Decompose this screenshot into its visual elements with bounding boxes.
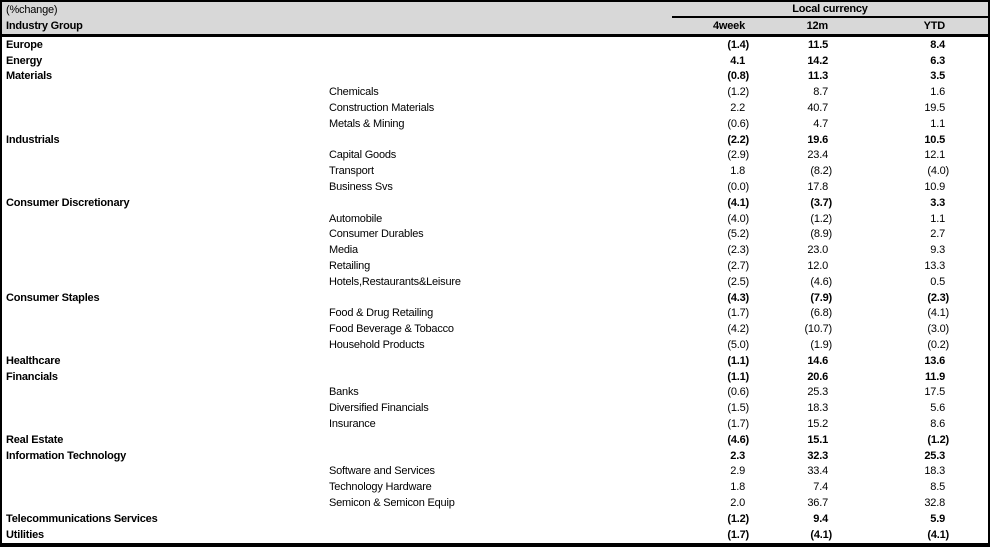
value-ytd [871,276,988,288]
value-12m [777,465,871,477]
column-header-4week: 4week [712,20,745,32]
table-row [2,369,988,385]
table-row [2,132,988,148]
value-text: 4.1 [730,54,745,67]
value-12m [777,339,871,351]
value-text: 20.6 [807,370,828,383]
value-text: 1.1 [930,212,945,225]
value-text: 2.9 [730,465,745,478]
table-row [2,258,988,274]
value-text: (1.1) [727,370,749,383]
value-4week [672,86,777,98]
value-text: 2.7 [930,228,945,241]
table-row [2,84,988,100]
industry-label: Technology Hardware [329,481,432,494]
industry-group-header: Industry Group [6,20,83,32]
industry-label: Business Svs [329,181,393,194]
value-12m [777,292,871,304]
value-text: (2.3) [927,291,949,304]
value-12m [777,355,871,367]
value-ytd [871,181,988,193]
value-12m [777,307,871,319]
table-header [2,2,988,37]
table-row [2,163,988,179]
value-ytd [871,39,988,51]
table-row [2,400,988,416]
industry-label: Banks [329,386,359,399]
value-4week [672,213,777,225]
value-12m [777,70,871,82]
value-text: 15.2 [807,418,828,431]
value-ytd [871,418,988,430]
value-text: (0.0) [727,181,749,194]
table-row [2,274,988,290]
value-text: 8.4 [930,38,945,51]
value-ytd [871,102,988,114]
value-4week [672,402,777,414]
value-12m [777,165,871,177]
industry-label: Semicon & Semicon Equip [329,497,455,509]
industry-label: Insurance [329,418,376,431]
value-text: 3.3 [930,196,945,209]
value-12m [777,418,871,430]
value-ytd [871,244,988,256]
value-12m [777,86,871,98]
value-12m [777,402,871,414]
value-text: 1.8 [730,481,745,494]
value-4week [672,197,777,209]
value-text: (10.7) [804,323,832,336]
value-ytd [871,355,988,367]
value-12m [777,55,871,67]
table-row [2,527,988,543]
value-ytd [871,339,988,351]
value-12m [777,260,871,272]
value-text: 7.4 [813,481,828,494]
table-row [2,337,988,353]
table-row [2,306,988,322]
value-4week [672,355,777,367]
value-text: 8.6 [930,418,945,431]
value-4week [672,244,777,256]
value-text: (1.5) [727,402,749,415]
value-text: 11.9 [924,370,945,383]
value-ytd [871,149,988,161]
value-text: (2.2) [727,133,749,146]
industry-label: Financials [6,370,58,383]
value-4week [672,276,777,288]
local-currency-group [672,2,988,18]
table-row [2,100,988,116]
value-text: 11.3 [807,70,828,83]
value-text: (4.3) [727,291,749,304]
industry-label: Food & Drug Retailing [329,307,434,320]
value-text: 19.5 [924,102,945,115]
value-text: (1.4) [727,38,749,51]
value-4week [672,307,777,319]
value-12m [777,39,871,51]
value-ytd [871,434,988,446]
value-text: (1.2) [927,433,949,446]
value-ytd [871,134,988,146]
value-12m [777,197,871,209]
table-row [2,148,988,164]
table-row [2,69,988,85]
value-ytd [871,402,988,414]
value-text: (2.7) [727,260,749,273]
value-text: 32.8 [924,497,945,509]
percent-change-label: (%change) [6,4,58,16]
value-4week [672,134,777,146]
value-text: 17.8 [807,181,828,194]
local-currency-label: Local currency [792,3,868,15]
value-text: (4.2) [727,323,749,336]
value-text: (4.1) [927,307,949,320]
value-text: (4.1) [810,528,832,541]
value-ytd [871,371,988,383]
value-4week [672,434,777,446]
value-text: 2.0 [730,497,745,509]
value-4week [672,513,777,525]
value-text: 9.3 [930,244,945,257]
value-text: (0.2) [927,339,949,352]
industry-label: Metals & Mining [329,117,405,130]
table-row [2,290,988,306]
value-12m [777,386,871,398]
table-row [2,448,988,464]
industry-label: Energy [6,54,43,67]
industry-label: Household Products [329,339,425,352]
value-text: (7.9) [810,291,832,304]
value-ytd [871,497,988,509]
value-12m [777,434,871,446]
value-text: (2.5) [727,275,749,288]
value-12m [777,228,871,240]
value-12m [777,244,871,256]
value-text: 33.4 [807,465,828,478]
value-12m [777,276,871,288]
value-4week [672,165,777,177]
industry-label: Media [329,244,358,257]
industry-label: Consumer Durables [329,228,424,241]
value-text: 1.1 [930,117,945,130]
table-row [2,416,988,432]
value-text: 15.1 [807,433,828,446]
value-ytd [871,86,988,98]
value-12m [777,371,871,383]
value-text: 25.3 [807,386,828,399]
value-12m [777,450,871,462]
value-4week [672,102,777,114]
table-row [2,464,988,480]
value-text: 6.3 [930,54,945,67]
value-4week [672,465,777,477]
industry-label: Retailing [329,260,371,273]
value-4week [672,386,777,398]
value-4week [672,497,777,509]
value-4week [672,292,777,304]
value-12m [777,102,871,114]
value-text: (1.7) [727,528,749,541]
value-ytd [871,70,988,82]
industry-label: Hotels,Restaurants&Leisure [329,275,461,288]
value-text: 10.5 [924,133,945,146]
table-row [2,353,988,369]
value-text: (1.7) [727,418,749,431]
value-text: (1.2) [727,86,749,99]
value-4week [672,339,777,351]
value-text: (1.7) [727,307,749,320]
column-header-12m: 12m [806,20,828,32]
value-4week [672,260,777,272]
value-ytd [871,55,988,67]
value-ytd [871,450,988,462]
industry-label: Automobile [329,212,383,225]
value-text: 18.3 [924,465,945,478]
value-text: 19.6 [807,133,828,146]
value-text: 9.4 [813,512,828,525]
value-4week [672,481,777,493]
value-text: 2.3 [730,449,745,462]
table-row [2,37,988,53]
value-ytd [871,465,988,477]
value-text: (3.7) [810,196,832,209]
value-text: 1.8 [730,165,745,178]
value-text: 11.5 [807,38,828,51]
industry-label: Utilities [6,528,44,541]
value-ytd [871,213,988,225]
value-12m [777,118,871,130]
value-text: (4.1) [927,528,949,541]
value-4week [672,118,777,130]
value-4week [672,149,777,161]
value-text: 23.4 [807,149,828,162]
table-row [2,227,988,243]
value-4week [672,323,777,335]
value-text: (8.2) [810,165,832,178]
table-row [2,321,988,337]
value-text: (5.2) [727,228,749,241]
industry-label: Telecommunications Services [6,512,158,525]
value-text: (0.6) [727,117,749,130]
value-ytd [871,118,988,130]
value-text: (1.2) [810,212,832,225]
value-text: 17.5 [924,386,945,399]
value-text: 36.7 [807,497,828,509]
value-text: (8.9) [810,228,832,241]
header-row-2 [2,18,988,34]
value-text: 10.9 [924,181,945,194]
table-row [2,242,988,258]
value-12m [777,213,871,225]
value-4week [672,450,777,462]
value-text: 5.6 [930,402,945,415]
value-ytd [871,292,988,304]
value-ytd [871,323,988,335]
value-12m [777,149,871,161]
value-4week [672,39,777,51]
value-text: 40.7 [807,102,828,115]
industry-label: Consumer Staples [6,291,100,304]
table-row [2,432,988,448]
value-text: 14.2 [807,54,828,67]
value-4week [672,418,777,430]
value-ytd [871,260,988,272]
value-text: 8.5 [930,481,945,494]
value-12m [777,134,871,146]
industry-label: Chemicals [329,86,379,99]
value-ytd [871,386,988,398]
industry-label: Healthcare [6,354,61,367]
value-text: 12.1 [924,149,945,162]
value-12m [777,323,871,335]
value-4week [672,70,777,82]
industry-label: Software and Services [329,465,435,478]
industry-label: Real Estate [6,433,64,446]
value-text: (4.0) [927,165,949,178]
industry-label: Information Technology [6,449,127,462]
value-text: (1.2) [727,512,749,525]
value-4week [672,228,777,240]
value-text: (1.9) [810,339,832,352]
value-12m [777,181,871,193]
value-text: 23.0 [807,244,828,257]
table-row [2,179,988,195]
value-text: 13.6 [924,354,945,367]
industry-label: Europe [6,38,43,51]
value-text: (2.3) [727,244,749,257]
value-4week [672,181,777,193]
value-text: 32.3 [807,449,828,462]
value-text: 5.9 [930,512,945,525]
industry-label: Industrials [6,133,60,146]
value-text: 14.6 [807,354,828,367]
value-ytd [871,228,988,240]
table-row [2,211,988,227]
industry-label: Capital Goods [329,149,397,162]
value-12m [777,513,871,525]
table-row [2,53,988,69]
value-text: (3.0) [927,323,949,336]
industry-label: Transport [329,165,374,178]
table-body [2,37,988,543]
value-text: (0.6) [727,386,749,399]
value-text: (4.6) [727,433,749,446]
value-text: 4.7 [813,117,828,130]
value-ytd [871,513,988,525]
value-text: 0.5 [930,275,945,288]
value-ytd [871,529,988,541]
value-text: 3.5 [930,70,945,83]
industry-label: Construction Materials [329,102,435,115]
table-row [2,385,988,401]
industry-label: Food Beverage & Tobacco [329,323,454,336]
value-text: 18.3 [807,402,828,415]
value-ytd [871,197,988,209]
value-4week [672,55,777,67]
value-text: (2.9) [727,149,749,162]
value-text: 12.0 [807,260,828,273]
industry-label: Consumer Discretionary [6,196,130,209]
table-row [2,511,988,527]
value-12m [777,481,871,493]
value-text: 25.3 [924,449,945,462]
value-text: (4.0) [727,212,749,225]
table-row [2,195,988,211]
value-ytd [871,165,988,177]
value-text: (4.6) [810,275,832,288]
value-4week [672,529,777,541]
value-text: (5.0) [727,339,749,352]
value-text: (0.8) [727,70,749,83]
column-header-ytd: YTD [923,20,945,32]
value-text: 8.7 [813,86,828,99]
value-12m [777,529,871,541]
value-4week [672,371,777,383]
value-text: (1.1) [727,354,749,367]
value-text: 2.2 [730,102,745,115]
value-text: (4.1) [727,196,749,209]
table-row [2,495,988,511]
header-row-1 [2,2,988,18]
value-text: 13.3 [924,260,945,273]
industry-label: Materials [6,70,52,83]
value-text: (6.8) [810,307,832,320]
table-row [2,479,988,495]
value-ytd [871,481,988,493]
table-row [2,116,988,132]
value-12m [777,497,871,509]
value-ytd [871,307,988,319]
industry-label: Diversified Financials [329,402,429,415]
value-text: 1.6 [930,86,945,99]
